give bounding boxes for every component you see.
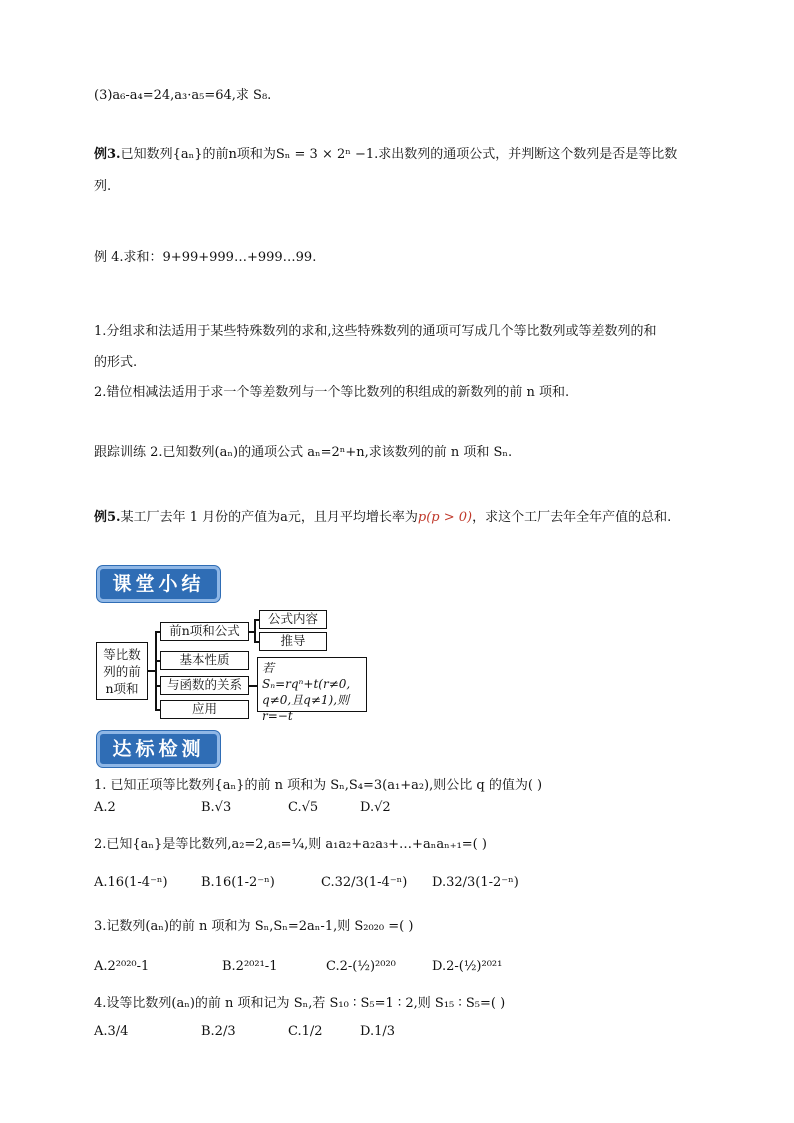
example-3-text: 已知数列{aₙ}的前n项和为Sₙ = 3 × 2ⁿ −1.求出数列的通项公式，并判断这个数列是否是等比数 (120, 147, 678, 162)
tracking-text: 已知数列(aₙ)的通项公式 aₙ=2ⁿ+n,求该数列的前 n 项和 Sₙ. (162, 445, 513, 460)
example-3-label: 例3. (94, 147, 121, 162)
q2-option-d: D.32/3(1-2⁻ⁿ) (432, 875, 519, 890)
q2-option-c: C.32/3(1-4⁻ⁿ) (321, 875, 408, 890)
example-5-label: 例5. (94, 510, 121, 525)
q4-option-b: B.2/3 (201, 1024, 236, 1039)
q1-option-b: B.√3 (201, 800, 232, 815)
function-note-box (257, 657, 367, 723)
q4-option-d: D.1/3 (360, 1024, 396, 1039)
question-2: 2.已知{aₙ}是等比数列,a₂=2,a₅=¼,则 a₁a₂+a₂a₃+…+aₙaₙ₊₁=( ) (94, 837, 487, 852)
note-1-continued: 的形式. (94, 355, 138, 370)
branch-application: 应用 (160, 700, 249, 719)
q3-option-d: D.2-(½)²⁰²¹ (432, 959, 503, 974)
connector (254, 619, 256, 642)
summary-banner: 课堂小结 (97, 566, 220, 602)
q1-option-d: D.√2 (360, 800, 391, 815)
q2-option-a: A.16(1-4⁻ⁿ) (94, 875, 168, 890)
root-line-2: 列的前 (103, 664, 141, 679)
root-line-1: 等比数 (103, 647, 141, 662)
function-note-line-2: q≠0,且q≠1),则 (262, 693, 350, 707)
root-line-3: n项和 (105, 681, 139, 696)
example-5-growth-rate: p(p > 0) (417, 510, 473, 525)
question-3: 3.记数列(aₙ)的前 n 项和为 Sₙ,Sₙ=2aₙ-1,则 S₂₀₂₀ =( ) (94, 919, 414, 934)
q4-option-a: A.3/4 (94, 1024, 129, 1039)
branch-formula: 前n项和公式 (160, 622, 249, 641)
q4-option-c: C.1/2 (288, 1024, 323, 1039)
question-1: 1. 已知正项等比数列{aₙ}的前 n 项和为 Sₙ,S₄=3(a₁+a₂),则公比 q 的值为( ) (94, 778, 543, 793)
tracking-exercise-2 (94, 441, 512, 460)
example-5-text-b: ，求这个工厂去年全年产值的总和. (472, 510, 672, 525)
problem-3: (3)a₆-a₄=24,a₃·a₅=64,求 S₈. (94, 88, 272, 103)
q3-option-c: C.2-(½)²⁰²⁰ (326, 959, 396, 974)
example-5 (94, 506, 671, 525)
formula-content: 公式内容 (259, 610, 327, 629)
root-box (96, 642, 148, 700)
q3-option-b: B.2²⁰²¹-1 (222, 959, 278, 974)
branch-properties: 基本性质 (160, 651, 249, 670)
formula-derivation: 推导 (259, 632, 327, 651)
q1-option-a: A.2 (94, 800, 116, 815)
question-4: 4.设等比数列(aₙ)的前 n 项和记为 Sₙ,若 S₁₀ ∶ S₅=1 ∶ 2,则 S₁₅ ∶ S₅=( ) (94, 996, 506, 1011)
example-3-continued: 列. (94, 179, 112, 194)
function-note-line-3: r=−t (262, 709, 293, 723)
tracking-label: 跟踪训练 2. (94, 445, 163, 460)
example-4: 例 4.求和：9+99+999…+999…99. (94, 250, 317, 265)
q1-option-c: C.√5 (288, 800, 319, 815)
connector (155, 631, 157, 710)
q3-option-a: A.2²⁰²⁰-1 (94, 959, 150, 974)
branch-function-relation: 与函数的关系 (160, 676, 249, 695)
example-5-text-a: 某工厂去年 1 月份的产值为a元，且月平均增长率为 (120, 510, 418, 525)
check-banner: 达标检测 (97, 731, 220, 767)
function-note-line-1: 若Sₙ=rqⁿ+t(r≠0, (262, 661, 351, 691)
note-1: 1.分组求和法适用于某些特殊数列的求和,这些特殊数列的通项可写成几个等比数列或等差数列的和 (94, 324, 657, 339)
example-3 (94, 143, 677, 162)
note-2: 2.错位相减法适用于求一个等差数列与一个等比数列的积组成的新数列的前 n 项和. (94, 385, 570, 400)
q2-option-b: B.16(1-2⁻ⁿ) (201, 875, 275, 890)
